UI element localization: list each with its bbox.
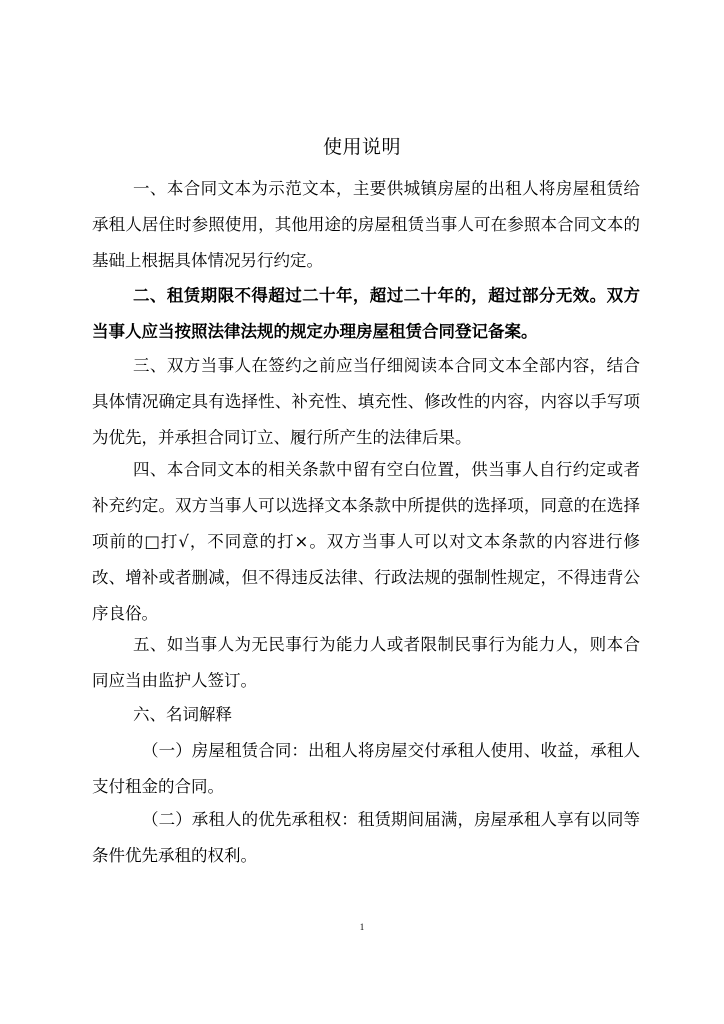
- paragraph-3: 三、双方当事人在签约之前应当仔细阅读本合同文本全部内容，结合具体情况确定具有选择性、补充性、填充性、修改性的内容，内容以手写项为优先，并承担合同订立、履行所产生的法律后果。: [92, 356, 640, 447]
- paragraph-2-bold: 二、租赁期限不得超过二十年，超过二十年的，超过部分无效。双方当事人应当按照法律法规的规定办理房屋租赁合同登记备案。: [92, 286, 640, 341]
- paragraph-5: 五、如当事人为无民事行为能力人或者限制民事行为能力人，则本合同应当由监护人签订。: [92, 635, 640, 690]
- paragraph-definition-2: （二）承租人的优先承租权：租赁期间届满，房屋承租人享有以同等条件优先承租的权利。: [92, 810, 640, 865]
- paragraph-1: 一、本合同文本为示范文本，主要供城镇房屋的出租人将房屋租赁给承租人居住时参照使用，其他用途的房屋租赁当事人可在参照本合同文本的基础上根据具体情况另行约定。: [92, 179, 640, 270]
- paragraph-definition-1: （一）房屋租赁合同：出租人将房屋交付承租人使用、收益，承租人支付租金的合同。: [92, 741, 640, 796]
- paragraph-4: 四、本合同文本的相关条款中留有空白位置，供当事人自行约定或者补充约定。双方当事人可以选择文本条款中所提供的选择项，同意的在选择项前的□打√，不同意的打×。双方当事人可以对文本条款的内容进行修改、增补或者删减，但不得违反法律、行政法规的强制性规定，不得违背公序良俗。: [92, 460, 640, 623]
- page-number: 1: [359, 922, 365, 932]
- paragraph-6-heading: 六、名词解释: [133, 705, 232, 724]
- page-title: 使用说明: [322, 136, 401, 158]
